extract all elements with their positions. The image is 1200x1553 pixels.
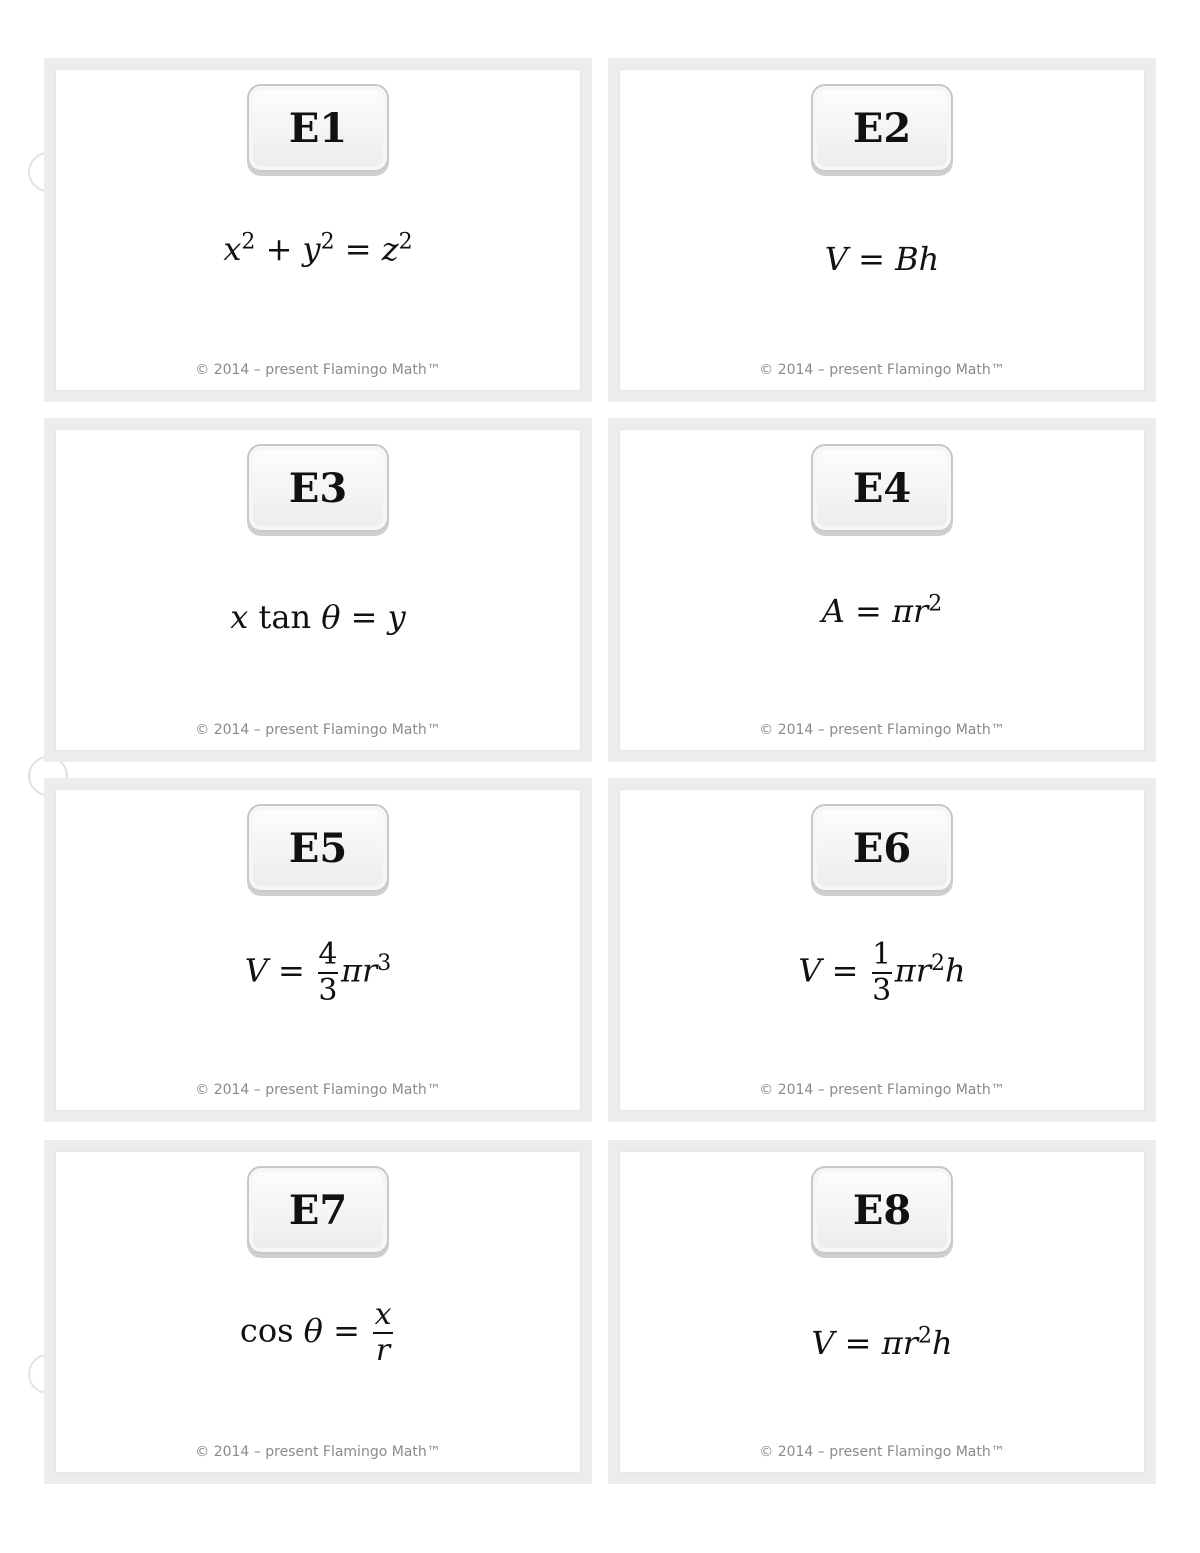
card-e6 [608,778,1156,1122]
card-e4 [608,418,1156,762]
copyright-text: © 2014 – present Flamingo Math™ [759,362,1005,378]
card-label-e2: E2 [811,84,953,172]
formula-e1: $x^2 + y^2 = z^2$ [223,229,413,268]
copyright-text: © 2014 – present Flamingo Math™ [759,1082,1005,1098]
card-e8 [608,1140,1156,1484]
copyright-text: © 2014 – present Flamingo Math™ [195,722,441,738]
formula-e3: x tan θ = y [230,598,406,636]
copyright-text: © 2014 – present Flamingo Math™ [759,1444,1005,1460]
formula-e8: $V = \pi r^2h$ [811,1323,953,1362]
card-e7 [44,1140,592,1484]
card-label-e7: E7 [247,1166,389,1254]
card-label-e4: E4 [811,444,953,532]
copyright-text: © 2014 – present Flamingo Math™ [195,1082,441,1098]
formula-e2: V = Bh [824,240,940,278]
formula-e5: V = $\frac{4}{3}$ $\pi r^3$ [244,937,392,1008]
copyright-text: © 2014 – present Flamingo Math™ [195,362,441,378]
card-label-e8: E8 [811,1166,953,1254]
fraction: $\frac{4}{3}$ [318,937,338,1008]
card-e5 [44,778,592,1122]
card-e1 [44,58,592,402]
card-label-e1: E1 [247,84,389,172]
copyright-text: © 2014 – present Flamingo Math™ [759,722,1005,738]
card-label-e5: E5 [247,804,389,892]
formula-e7: cos θ = $\frac{x}{r}$ [239,1297,392,1368]
copyright-text: © 2014 – present Flamingo Math™ [195,1444,441,1460]
formula-e6: V = $\frac{1}{3}$ $\pi r^2h$ [798,937,966,1008]
fraction: $\frac{x}{r}$ [374,1297,392,1368]
fraction: $\frac{1}{3}$ [872,937,892,1008]
formula-e4: $A = \pi r^2$ [821,591,943,630]
card-label-e6: E6 [811,804,953,892]
card-e2 [608,58,1156,402]
card-e3 [44,418,592,762]
card-label-e3: E3 [247,444,389,532]
